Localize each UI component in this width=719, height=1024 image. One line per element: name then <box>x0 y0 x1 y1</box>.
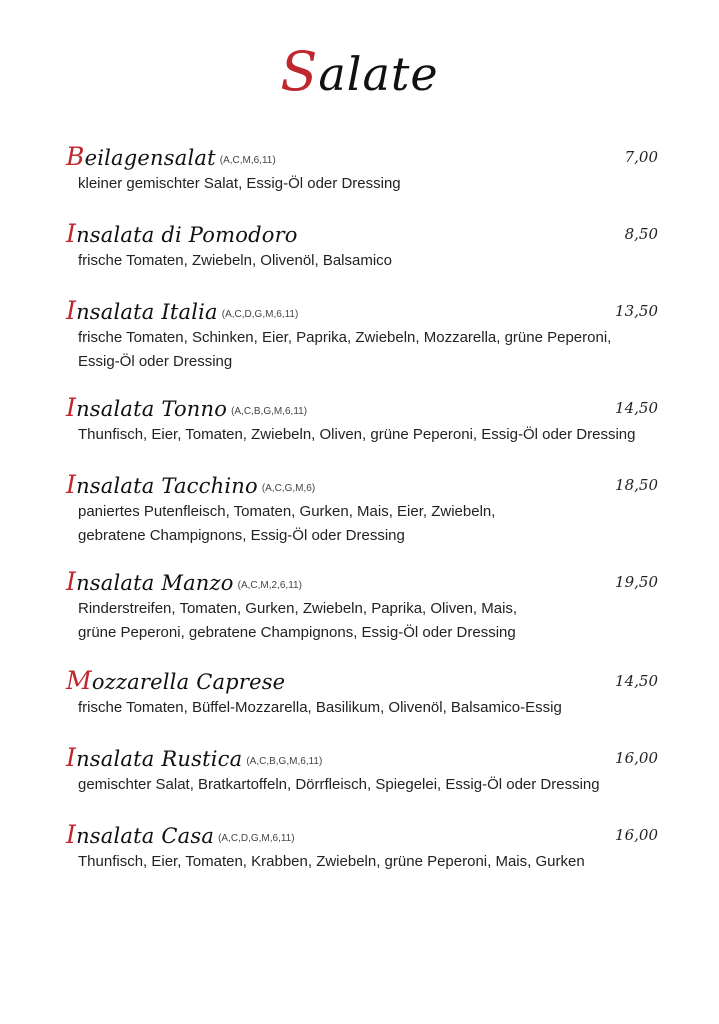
menu-item-price: 16,00 <box>615 826 658 844</box>
menu-item-allergens: (A,C,B,G,M,6,11) <box>231 406 308 417</box>
menu-item-price: 18,50 <box>615 476 658 494</box>
menu-item-header <box>66 743 658 773</box>
menu-item-header <box>66 393 658 423</box>
menu-item <box>66 743 658 797</box>
menu-item-price: 8,50 <box>624 225 658 243</box>
menu-item-name: Beilagensalat <box>66 142 216 171</box>
menu-item-name: Insalata Casa <box>66 820 215 849</box>
menu-item-description: frische Tomaten, Schinken, Eier, Paprika, Zwiebeln, Mozzarella, grüne Peperoni, <box>78 329 612 346</box>
menu-item-allergens: (A,C,D,G,M,6,11) <box>221 309 299 320</box>
menu-item-description: Thunfisch, Eier, Tomaten, Zwiebeln, Oliven, grüne Peperoni, Essig-Öl oder Dressing <box>78 426 636 443</box>
menu-item-name: Insalata di Pomodoro <box>66 219 298 248</box>
menu-item-description: gemischter Salat, Bratkartoffeln, Dörrfleisch, Spiegelei, Essig-Öl oder Dressing <box>78 776 600 793</box>
menu-item-price: 14,50 <box>615 672 658 690</box>
menu-item <box>66 666 658 720</box>
menu-item-allergens: (A,C,B,G,M,6,11) <box>246 756 323 767</box>
menu-item-description: frische Tomaten, Zwiebeln, Olivenöl, Balsamico <box>78 252 393 269</box>
menu-item <box>66 470 658 548</box>
menu-item <box>66 296 658 374</box>
menu-item-header <box>66 820 658 850</box>
menu-item-name: Insalata Italia <box>66 296 218 325</box>
menu-item-name: Insalata Tacchino <box>66 470 258 499</box>
menu-item-header <box>66 219 658 249</box>
menu-item-allergens: (A,C,D,G,M,6,11) <box>218 833 295 844</box>
menu-item <box>66 393 658 447</box>
menu-item <box>66 567 658 645</box>
menu-item-price: 13,50 <box>615 302 658 320</box>
page-title-text: Salate <box>280 40 439 103</box>
menu-item-price: 14,50 <box>615 399 658 417</box>
menu-item-description: frische Tomaten, Büffel-Mozzarella, Basilikum, Olivenöl, Balsamico-Essig <box>78 699 562 716</box>
menu-item-name: Mozzarella Caprese <box>66 666 286 695</box>
menu-item-header <box>66 666 658 696</box>
menu-item-description: paniertes Putenfleisch, Tomaten, Gurken, Mais, Eier, Zwiebeln, <box>78 503 496 520</box>
menu-item-header <box>66 470 658 500</box>
menu-item-description: Thunfisch, Eier, Tomaten, Krabben, Zwiebeln, grüne Peperoni, Mais, Gurken <box>78 853 585 870</box>
menu-item-price: 7,00 <box>624 148 658 166</box>
menu-item-description: kleiner gemischter Salat, Essig-Öl oder Dressing <box>78 175 401 192</box>
menu-item-description: gebratene Champignons, Essig-Öl oder Dressing <box>78 527 405 544</box>
menu-item-allergens: (A,C,M,6,11) <box>219 155 276 166</box>
menu-item-header <box>66 296 658 326</box>
page-title <box>0 42 719 104</box>
menu-item-description: Rinderstreifen, Tomaten, Gurken, Zwiebeln, Paprika, Oliven, Mais, <box>78 600 518 617</box>
menu-item-description: Essig-Öl oder Dressing <box>78 353 233 370</box>
menu-item <box>66 820 658 874</box>
menu-item-price: 19,50 <box>615 573 658 591</box>
menu-item-allergens: (A,C,G,M,6) <box>261 483 316 494</box>
menu-item-header <box>66 567 658 597</box>
menu-item-price: 16,00 <box>615 749 658 767</box>
menu-item-header <box>66 142 658 172</box>
menu-item <box>66 219 658 273</box>
menu-item-description: grüne Peperoni, gebratene Champignons, Essig-Öl oder Dressing <box>78 624 516 641</box>
menu-item-name: Insalata Tonno <box>66 393 228 422</box>
menu-item-name: Insalata Manzo <box>66 567 234 596</box>
menu-item <box>66 142 658 196</box>
menu-item-allergens: (A,C,M,2,6,11) <box>237 580 302 591</box>
menu-item-name: Insalata Rustica <box>66 743 243 772</box>
